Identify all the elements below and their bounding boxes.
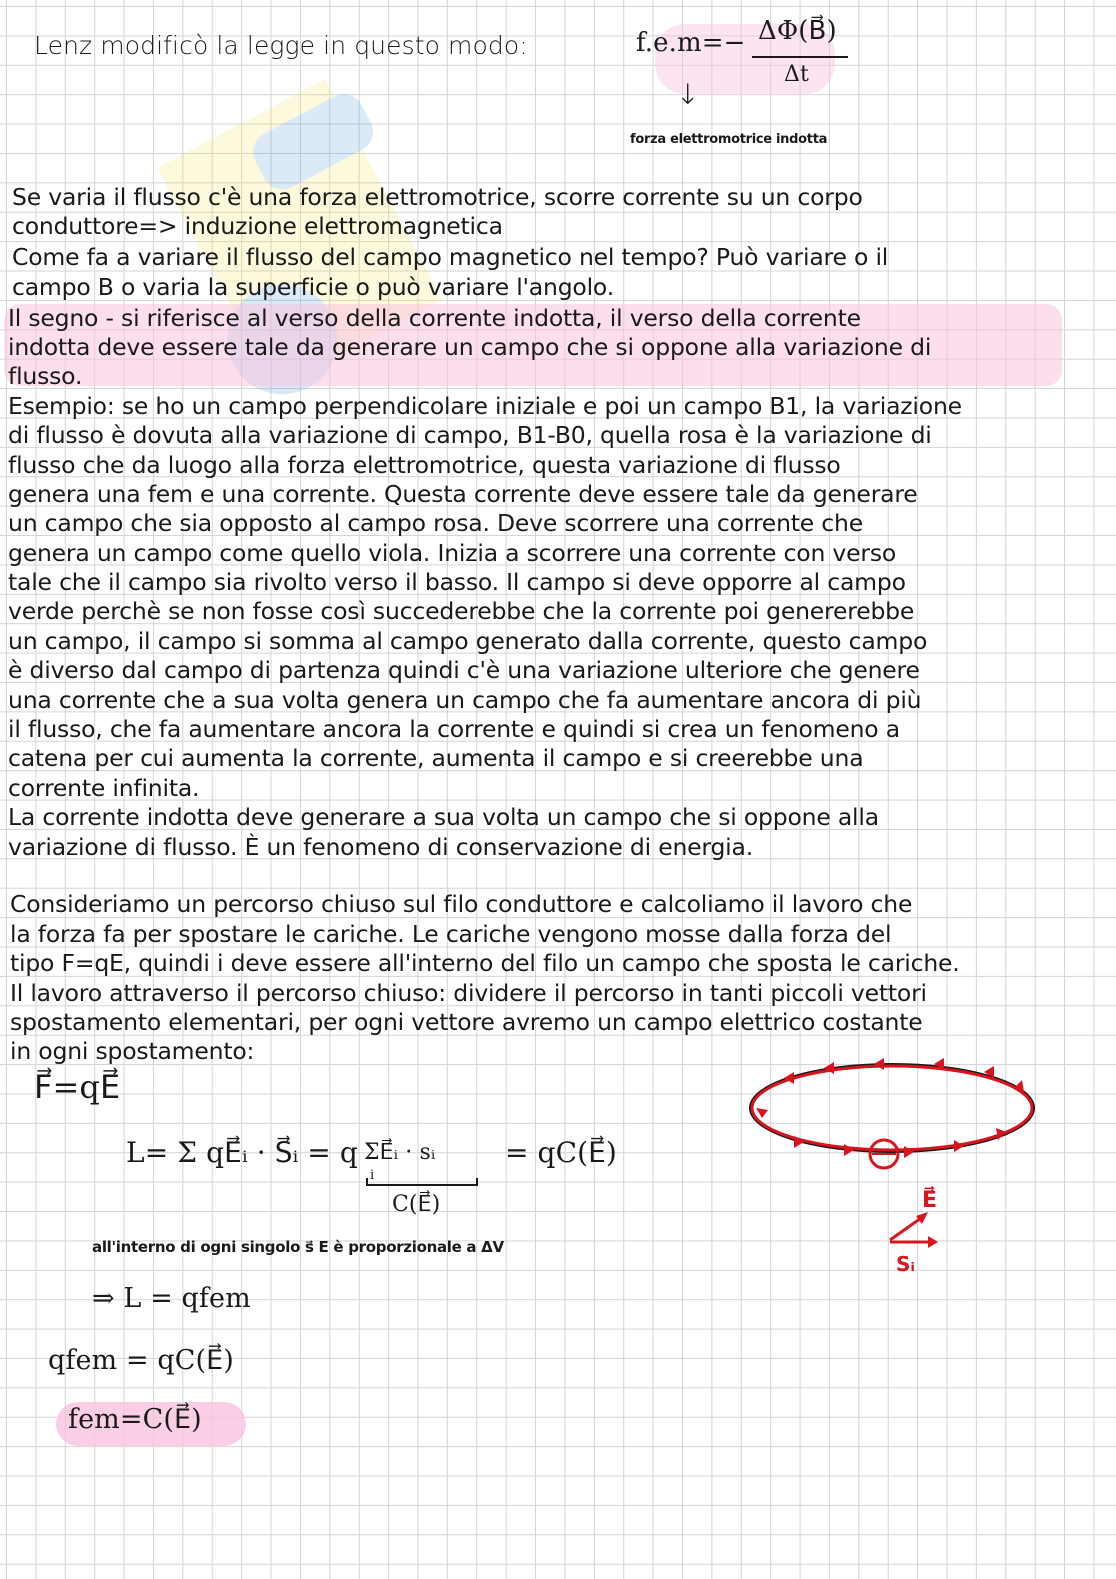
p4-line-8: verde perchè se non fosse così succederebbe che la corrente poi genererebbe bbox=[8, 597, 915, 625]
p4-line-1: Esempio: se ho un campo perpendicolare iniziale e poi un campo B1, la variazione bbox=[8, 392, 962, 420]
p4-line-4: genera una fem e una corrente. Questa corrente deve essere tale da generare bbox=[8, 480, 918, 508]
p6-line-5: spostamento elementari, per ogni vettore avremo un campo elettrico costante bbox=[10, 1008, 923, 1036]
closed-path-diagram bbox=[744, 1058, 1044, 1178]
p4-line-6: genera un campo come quello viola. Inizia a scorrere una corrente con verso bbox=[8, 539, 897, 567]
s-vector-label: Sᵢ bbox=[896, 1252, 915, 1276]
p4-line-10: è diverso dal campo di partenza quindi c'è una variazione ulteriore che genere bbox=[8, 656, 920, 684]
force-equation: F⃗=qE⃗ bbox=[34, 1068, 121, 1106]
intro-text: Lenz modificò la legge in questo modo: bbox=[34, 31, 528, 60]
e-vector-label: E⃗ bbox=[922, 1188, 938, 1213]
fraction-bar bbox=[752, 56, 848, 58]
p4-line-14: corrente infinita. bbox=[8, 774, 200, 802]
p3-line-2: indotta deve essere tale da generare un campo che si oppone alla variazione di bbox=[8, 333, 932, 361]
p4-line-12: il flusso, che fa aumentare ancora la corrente e quindi si crea un fenomeno a bbox=[8, 715, 900, 743]
p4-line-13: catena per cui aumenta la corrente, aumenta il campo e si creerebbe una bbox=[8, 744, 864, 772]
fem-circulation-eq: qfem = qC(E⃗) bbox=[48, 1345, 234, 1376]
work-equation-sum: ΣE⃗ᵢ · sᵢ bbox=[364, 1140, 436, 1165]
p6-line-6: in ogni spostamento: bbox=[10, 1037, 255, 1065]
result-equation: fem=C(E⃗) bbox=[68, 1404, 202, 1435]
work-equation-lhs: L= Σ qE⃗ᵢ · S⃗ᵢ = q bbox=[126, 1136, 358, 1169]
p6-line-4: Il lavoro attraverso il percorso chiuso: dividere il percorso in tanti piccoli vettori bbox=[10, 979, 927, 1007]
p4-line-9: un campo, il campo si somma al campo generato dalla corrente, questo campo bbox=[8, 627, 928, 655]
sum-index: i bbox=[370, 1168, 375, 1183]
p4-line-5: un campo che sia opposto al campo rosa. Deve scorrere una corrente che bbox=[8, 509, 863, 537]
p1-line-1: Se varia il flusso c'è una forza elettromotrice, scorre corrente su un corpo bbox=[12, 183, 863, 211]
flux-numerator: ΔΦ(B⃗) bbox=[758, 16, 837, 46]
circulation-label: C(E⃗) bbox=[392, 1192, 441, 1217]
p5-line-1: La corrente indotta deve generare a sua volta un campo che si oppone alla bbox=[8, 803, 879, 831]
fem-annotation: forza elettromotrice indotta bbox=[630, 132, 828, 147]
work-equation-rhs: = qC(E⃗) bbox=[505, 1136, 617, 1169]
p1-line-2: conduttore=> induzione elettromagnetica bbox=[12, 212, 503, 240]
p2-line-1: Come fa a variare il flusso del campo magnetico nel tempo? Può variare o il bbox=[12, 243, 889, 271]
underbrace-tick-right bbox=[476, 1178, 478, 1186]
p4-line-2: di flusso è dovuta alla variazione di campo, B1-B0, quella rosa è la variazione di bbox=[8, 421, 932, 449]
implies-work-fem: ⇒ L = qfem bbox=[92, 1283, 251, 1314]
p4-line-3: flusso che da luogo alla forza elettromotrice, questa variazione di flusso bbox=[8, 451, 841, 479]
p6-line-3: tipo F=qE, quindi i deve essere all'interno del filo un campo che sposta le cariche. bbox=[10, 949, 960, 977]
delta-t-denominator: Δt bbox=[784, 62, 809, 87]
proportional-note: all'interno di ogni singolo s⃗ E è proporzionale a ΔV bbox=[92, 1238, 504, 1256]
p6-line-1: Consideriamo un percorso chiuso sul filo conduttore e calcoliamo il lavoro che bbox=[10, 890, 913, 918]
underbrace-line bbox=[366, 1184, 478, 1186]
p4-line-11: una corrente che a sua volta genera un campo che fa aumentare ancora di più bbox=[8, 686, 922, 714]
p3-line-1: Il segno - si riferisce al verso della corrente indotta, il verso della corrente bbox=[8, 304, 861, 332]
p6-line-2: la forza fa per spostare le cariche. Le cariche vengono mosse dalla forza del bbox=[10, 920, 892, 948]
field-displacement-vectors bbox=[880, 1180, 960, 1260]
p2-line-2: campo B o varia la superficie o può variare l'angolo. bbox=[12, 273, 614, 301]
p4-line-7: tale che il campo sia rivolto verso il basso. Il campo si deve opporre al campo bbox=[8, 568, 906, 596]
underbrace-tick-left bbox=[366, 1178, 368, 1186]
p3-line-3: flusso. bbox=[8, 362, 83, 390]
fem-symbol: f.e.m=− bbox=[636, 28, 746, 58]
p5-line-2: variazione di flusso. È un fenomeno di conservazione di energia. bbox=[8, 833, 753, 861]
down-arrow-icon: ↓ bbox=[676, 78, 700, 111]
